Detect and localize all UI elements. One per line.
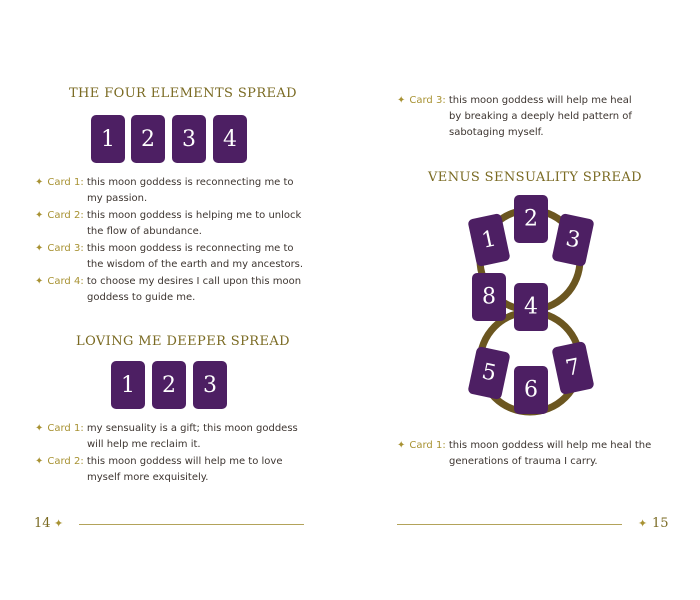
- sparkle-icon: ✦: [35, 276, 44, 287]
- card-6: [514, 366, 548, 414]
- card-description: ✦ Card 2: this moon goddess is helping me to unlock the flow of abundance.: [35, 210, 302, 237]
- card-4: 4: [213, 115, 247, 163]
- card-description: ✦ Card 4: to choose my desires I call upon this moon goddess to guide me.: [35, 276, 302, 303]
- sparkle-icon: ✦: [35, 210, 44, 221]
- footer-rule: [397, 524, 622, 525]
- sparkle-icon: ✦: [638, 517, 648, 530]
- venus-spread-diagram: [350, 0, 700, 600]
- card-1: 1: [91, 115, 125, 163]
- page-number: 15: [652, 516, 669, 531]
- sparkle-icon: ✦: [54, 517, 64, 530]
- svg-text:6: 6: [524, 377, 538, 403]
- svg-text:4: 4: [524, 294, 538, 320]
- card-8: [472, 273, 506, 321]
- card-2: 2: [131, 115, 165, 163]
- card-description: ✦ Card 1: this moon goddess will help me heal the generations of trauma I carry.: [397, 440, 652, 467]
- sparkle-icon: ✦: [35, 177, 44, 188]
- card-5: [467, 346, 510, 400]
- sparkle-icon: ✦: [35, 456, 44, 467]
- spread-title-four-elements: THE FOUR ELEMENTS SPREAD: [68, 86, 298, 101]
- card-2: [514, 195, 548, 243]
- card-3: 3: [172, 115, 206, 163]
- card-description: ✦ Card 3: this moon goddess will help me heal by breaking a deeply held pattern of sabotaging myself.: [397, 95, 632, 138]
- card-description: ✦ Card 1: my sensuality is a gift; this moon goddess will help me reclaim it.: [35, 423, 298, 450]
- footer-rule: [79, 524, 304, 525]
- sparkle-icon: ✦: [397, 440, 406, 451]
- spread-title-venus-sensuality: VENUS SENSUALITY SPREAD: [428, 170, 642, 185]
- sparkle-icon: ✦: [35, 243, 44, 254]
- right-page: [350, 0, 700, 600]
- page-number: 14: [34, 516, 51, 531]
- card-7: [551, 341, 594, 395]
- card-3: 3: [193, 361, 227, 409]
- svg-text:8: 8: [482, 284, 496, 310]
- svg-text:2: 2: [524, 206, 538, 232]
- sparkle-icon: ✦: [35, 423, 44, 434]
- svg-text:7: 7: [563, 354, 583, 382]
- card-description: ✦ Card 3: this moon goddess is reconnecting me to the wisdom of the earth and my ancestors.: [35, 243, 304, 270]
- svg-text:1: 1: [479, 226, 499, 254]
- card-4: [514, 283, 548, 331]
- card-description: ✦ Card 1: this moon goddess is reconnecting me to my passion.: [35, 177, 294, 204]
- card-description: ✦ Card 2: this moon goddess will help me to love myself more exquisitely.: [35, 456, 283, 483]
- card-2: 2: [152, 361, 186, 409]
- svg-text:3: 3: [563, 226, 583, 254]
- sparkle-icon: ✦: [397, 95, 406, 106]
- card-1: 1: [111, 361, 145, 409]
- spread-title-loving-me-deeper: LOVING ME DEEPER SPREAD: [76, 334, 290, 349]
- svg-text:5: 5: [479, 359, 499, 387]
